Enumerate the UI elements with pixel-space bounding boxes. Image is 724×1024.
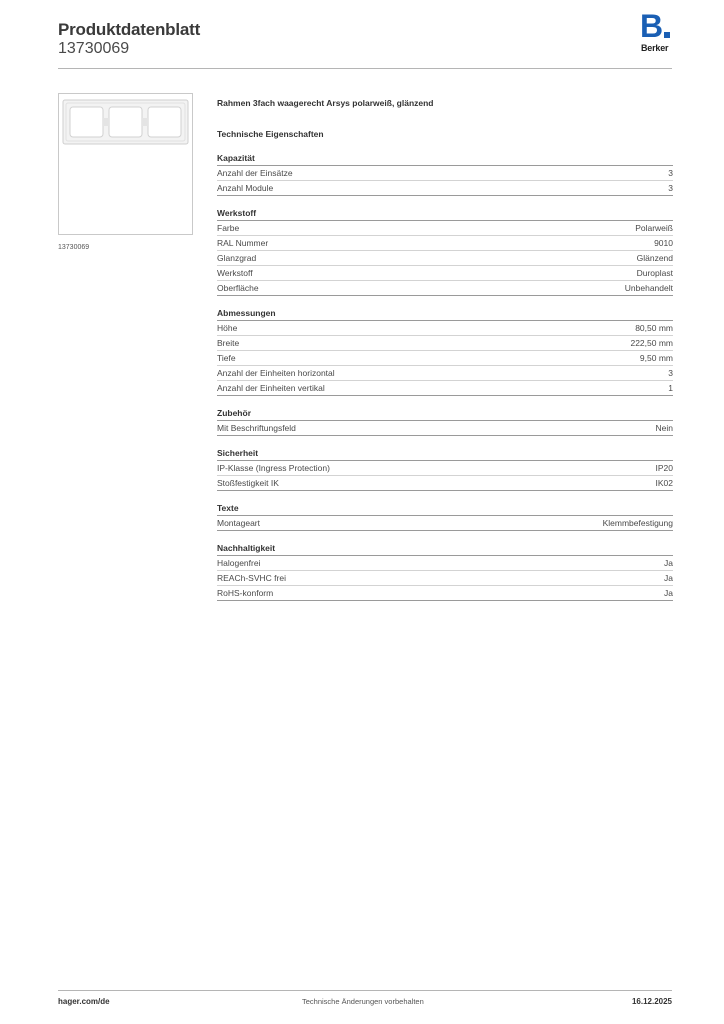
spec-label: Anzahl der Einheiten horizontal <box>217 368 335 378</box>
spec-row <box>217 516 673 531</box>
spec-row <box>217 461 673 476</box>
page-title: Produktdatenblatt <box>58 20 201 39</box>
article-number: 13730069 <box>58 40 130 57</box>
spec-row <box>217 381 673 396</box>
spec-value: Glänzend <box>636 253 673 263</box>
section-rows <box>217 321 673 396</box>
spec-label: RoHS-konform <box>217 588 274 598</box>
spec-value: 1 <box>668 383 673 393</box>
spec-label: Anzahl der Einheiten vertikal <box>217 383 325 393</box>
spec-label: Höhe <box>217 323 238 333</box>
spec-section <box>217 406 673 436</box>
spec-value: 80,50 mm <box>635 323 673 333</box>
spec-row <box>217 571 673 586</box>
spec-row <box>217 476 673 491</box>
spec-value: Ja <box>664 588 673 598</box>
spec-value: Klemmbefestigung <box>602 518 673 528</box>
spec-label: Anzahl der Einsätze <box>217 168 293 178</box>
product-image <box>58 93 193 235</box>
spec-label: Werkstoff <box>217 268 253 278</box>
spec-value: Duroplast <box>636 268 673 278</box>
spec-label: Montageart <box>217 518 260 528</box>
footer-date: 16.12.2025 <box>631 997 672 1006</box>
spec-row <box>217 336 673 351</box>
logo-dot <box>664 32 670 38</box>
spec-label: Halogenfrei <box>217 558 261 568</box>
product-title: Rahmen 3fach waagerecht Arsys polarweiß, glänzend <box>217 98 434 108</box>
section-title: Abmessungen <box>217 306 673 321</box>
logo-wordmark: Berker <box>641 43 669 53</box>
spec-row <box>217 266 673 281</box>
spec-label: Mit Beschriftungsfeld <box>217 423 296 433</box>
spec-label: Anzahl Module <box>217 183 274 193</box>
spec-value: Polarweiß <box>635 223 673 233</box>
spec-section <box>217 501 673 531</box>
spec-value: 222,50 mm <box>630 338 673 348</box>
section-rows <box>217 461 673 491</box>
spec-label: RAL Nummer <box>217 238 269 248</box>
spec-value: 3 <box>668 183 673 193</box>
frame-3fold-illustration <box>59 94 192 234</box>
spec-label: Glanzgrad <box>217 253 257 263</box>
spec-value: Unbehandelt <box>624 283 673 293</box>
spec-section <box>217 306 673 396</box>
spec-value: Ja <box>664 573 673 583</box>
section-title: Werkstoff <box>217 206 673 221</box>
spec-label: IP-Klasse (Ingress Protection) <box>217 463 330 473</box>
spec-row <box>217 351 673 366</box>
spec-label: Oberfläche <box>217 283 259 293</box>
spec-value: 9010 <box>654 238 673 248</box>
spec-value: IP20 <box>655 463 673 473</box>
footer-url: hager.com/de <box>58 997 110 1006</box>
spec-label: Farbe <box>217 223 240 233</box>
spec-section <box>217 541 673 601</box>
technical-properties-heading: Technische Eigenschaften <box>217 129 324 139</box>
product-specs <box>217 96 673 601</box>
spec-value: 3 <box>668 368 673 378</box>
spec-label: Tiefe <box>217 353 236 363</box>
section-title: Zubehör <box>217 406 673 421</box>
spec-row <box>217 251 673 266</box>
spec-row <box>217 556 673 571</box>
spec-sections <box>217 151 673 601</box>
section-title: Texte <box>217 501 673 516</box>
spec-value: Ja <box>664 558 673 568</box>
spec-row <box>217 181 673 196</box>
spec-value: Nein <box>655 423 673 433</box>
spec-value: IK02 <box>655 478 673 488</box>
section-title: Sicherheit <box>217 446 673 461</box>
spec-row <box>217 586 673 601</box>
spec-value: 9,50 mm <box>639 353 673 363</box>
logo-letter: B <box>640 8 664 44</box>
header-divider <box>58 68 672 69</box>
spec-row <box>217 236 673 251</box>
section-rows <box>217 421 673 436</box>
section-rows <box>217 221 673 296</box>
spec-section <box>217 206 673 296</box>
footer-divider <box>58 990 672 991</box>
spec-row <box>217 166 673 181</box>
spec-section <box>217 446 673 491</box>
section-rows <box>217 166 673 196</box>
berker-logo <box>638 8 674 56</box>
spec-label: Stoßfestigkeit IK <box>217 478 279 488</box>
spec-row <box>217 421 673 436</box>
spec-label: Breite <box>217 338 240 348</box>
spec-label: REACh-SVHC frei <box>217 573 286 583</box>
section-title: Kapazität <box>217 151 673 166</box>
section-rows <box>217 556 673 601</box>
section-rows <box>217 516 673 531</box>
spec-row <box>217 281 673 296</box>
spec-row <box>217 366 673 381</box>
footer-disclaimer: Technische Änderungen vorbehalten <box>302 997 424 1006</box>
image-caption: 13730069 <box>58 244 90 251</box>
section-title: Nachhaltigkeit <box>217 541 673 556</box>
spec-row <box>217 321 673 336</box>
spec-row <box>217 221 673 236</box>
spec-value: 3 <box>668 168 673 178</box>
spec-section <box>217 151 673 196</box>
